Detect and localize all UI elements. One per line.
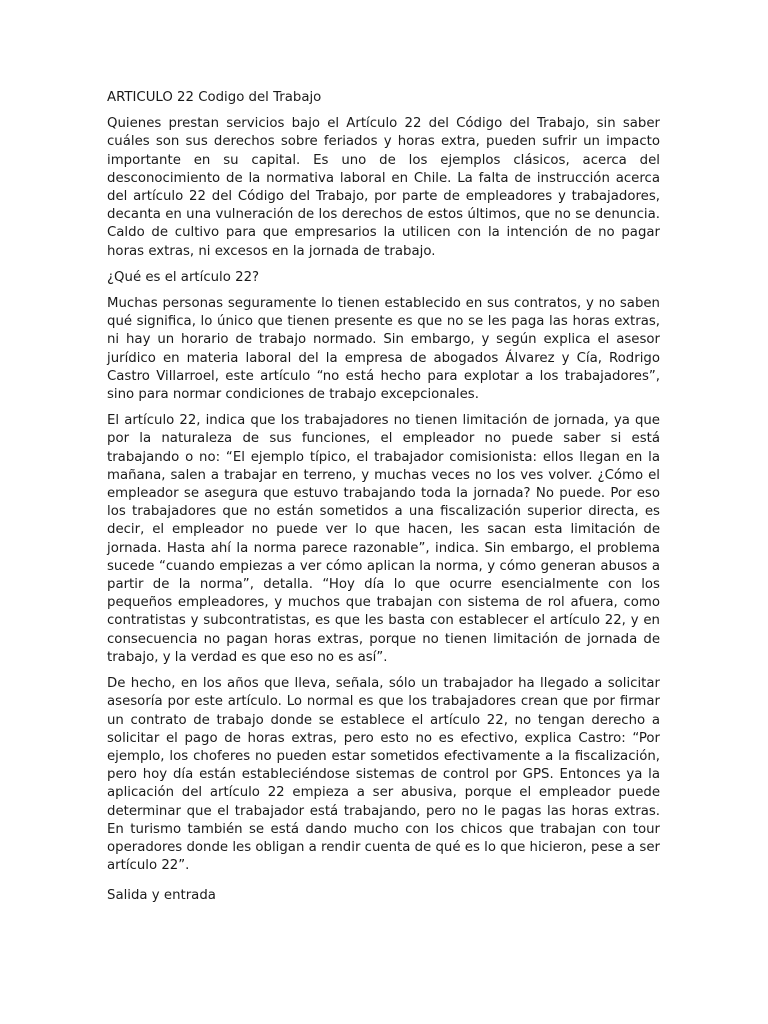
body-paragraph-1: Muchas personas seguramente lo tienen establecido en sus contratos, y no saben qué significa, lo único que tienen presente es que no se les paga las horas extras, ni hay un horario de trabajo normado. Sin embargo, y según explica el asesor jurídico en materia laboral del la empresa de abogados Álvarez y Cía, Rodrigo Castro Villarroel, este artículo “no está hecho para explotar a los trabajadores”, sino para normar condiciones de trabajo excepcionales. bbox=[107, 296, 660, 403]
body-paragraph-2: El artículo 22, indica que los trabajadores no tienen limitación de jornada, ya que por la naturaleza de sus funciones, el empleador no puede saber si está trabajando o no: “El ejemplo típico, el trabajador comisionista: ellos llegan en la mañana, salen a trabajar en terreno, y muchas veces no los ves volver. ¿Cómo el empleador se asegura que estuvo trabajando toda la jornada? No puede. Por eso los trabajadores que no están sometidos a una fiscalización superior directa, es decir, el empleador no puede ver lo que hacen, les sacan esta limitación de jornada. Hasta ahí la norma parece razonable”, indica. Sin embargo, el problema sucede “cuando empiezas a ver cómo aplican la norma, y cómo generan abusos a partir de la norma”, detalla. “Hoy día lo que ocurre esencialmente con los pequeños empleadores, y muchos que trabajan con sistema de rol afuera, como contratistas y subcontratistas, es que les basta con establecer el artículo 22, y en consecuencia no pagan horas extras, porque no tienen limitación de jornada de trabajo, y la verdad es que eso no es así”. bbox=[107, 413, 660, 665]
document-page bbox=[107, 89, 660, 914]
question-heading: ¿Qué es el artículo 22? bbox=[107, 269, 260, 285]
document-title: ARTICULO 22 Codigo del Trabajo bbox=[107, 90, 322, 105]
section-heading: Salida y entrada bbox=[107, 888, 216, 904]
body-paragraph-3: De hecho, en los años que lleva, señala, sólo un trabajador ha llegado a solicitar asesoría por este artículo. Lo normal es que los trabajadores crean que por firmar un contrato de trabajo donde se establece el artículo 22, no tengan derecho a solicitar el pago de horas extras, pero esto no es efectivo, explica Castro: “Por ejemplo, los choferes no pueden estar sometidos efectivamente a la fiscalización, pero hoy día están estableciéndose sistemas de control por GPS. Entonces ya la aplicación del artículo 22 empieza a ser abusiva, porque el empleador puede determinar que el trabajador está trabajando, pero no le pagas las horas extras. En turismo también se está dando mucho con los chicos que trabajan con tour operadores donde les obligan a rendir cuenta de qué es lo que hicieron, pese a ser artículo 22”. bbox=[107, 676, 660, 874]
intro-paragraph: Quienes prestan servicios bajo el Artículo 22 del Código del Trabajo, sin saber cuáles son sus derechos sobre feriados y horas extra, pueden sufrir un impacto importante en su capital. Es uno de los ejemplos clásicos, acerca del desconocimiento de la normativa laboral en Chile. La falta de instrucción acerca del artículo 22 del Código del Trabajo, por parte de empleadores y trabajadores, decanta en una vulneración de los derechos de estos últimos, que no se denuncia. Caldo de cultivo para que empresarios la utilicen con la intención de no pagar horas extras, ni excesos en la jornada de trabajo. bbox=[107, 116, 660, 259]
